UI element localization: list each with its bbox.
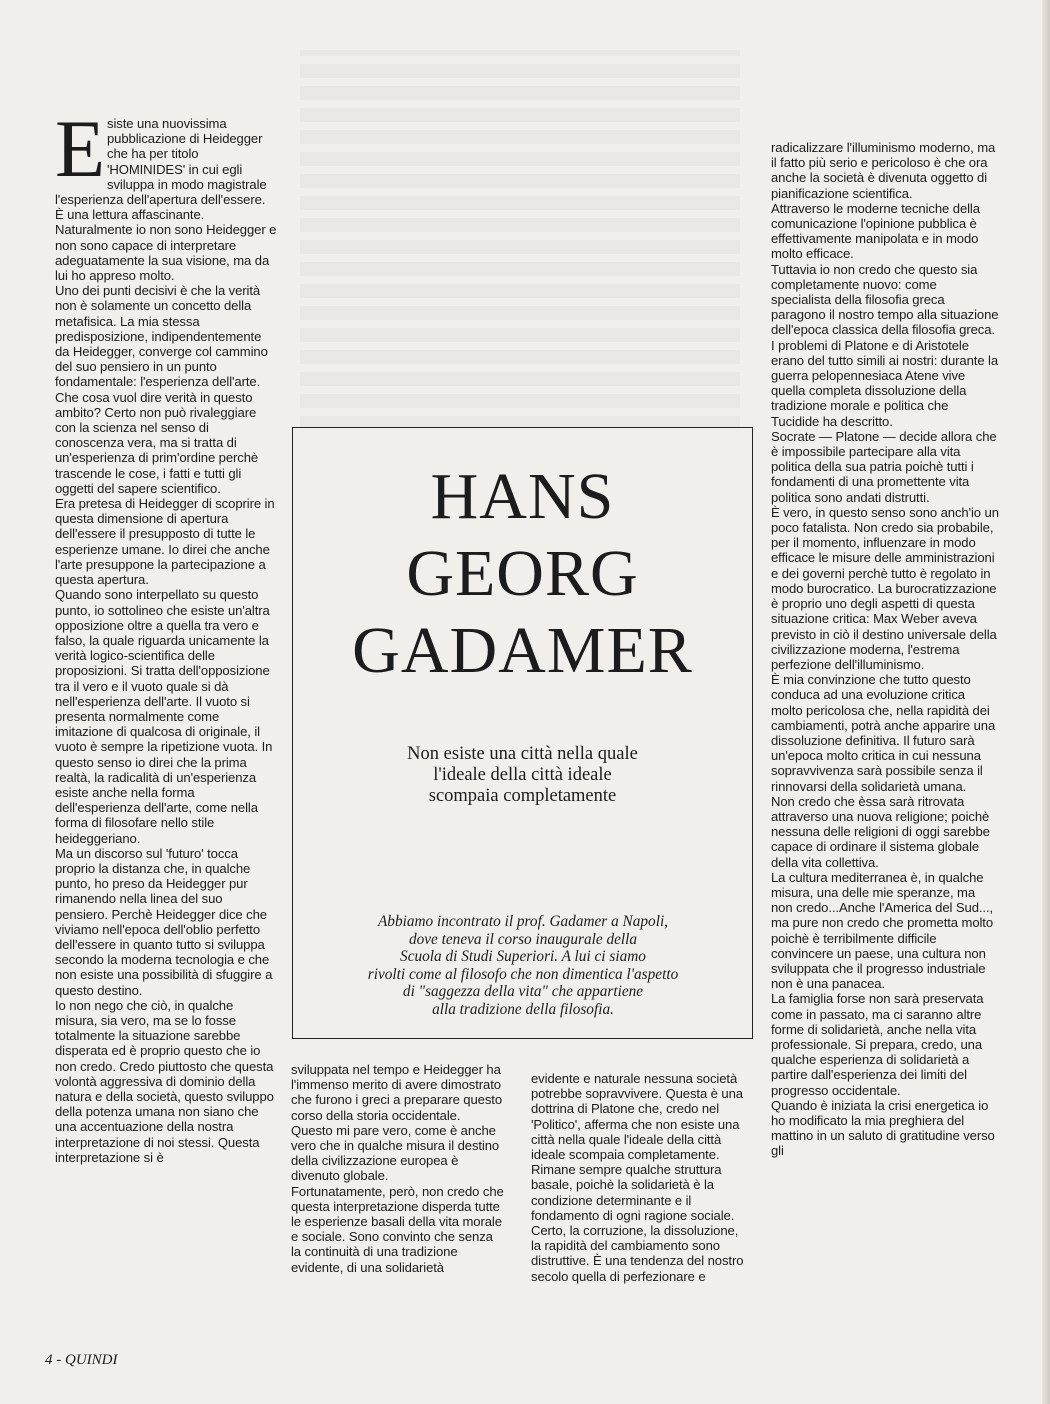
article-intro — [315, 913, 731, 1018]
intro-line: di "saggezza della vita" che appartiene — [402, 983, 644, 1000]
subtitle-line: scompaia completamente — [428, 786, 617, 806]
title-line: GADAMER — [352, 614, 693, 687]
paragraph: Attraverso le moderne tecniche della comunicazione l'opinione pubblica è effettivamente manipolata e in modo molto efficace. — [771, 200, 980, 262]
paragraph: Questo mi pare vero, come è anche vero che in qualche misura il destino della civilizzazione europea è divenuto globale. — [291, 1122, 500, 1184]
paragraph: evidente e naturale nessuna società potrebbe sopravvivere. Questa è una dottrina di Platone che, credo nel 'Politico', afferma che non esiste una città nella quale l'ideale della città ideale scompaia completamente. — [531, 1071, 743, 1163]
subtitle-line: Non esiste una città nella quale — [407, 744, 638, 764]
article-column-3 — [531, 1071, 749, 1284]
paragraph: La famiglia forse non sarà preservata come in passato, ma ci saranno altre forme di solidarietà, anche nella vita professionale. Si prepara, credo, una qualche esperienza di solidarietà a partire dall'esperienza dei limiti del progresso occidentale. — [771, 991, 984, 1098]
intro-line: alla tradizione della filosofia. — [432, 1000, 614, 1018]
intro-line: Abbiamo incontrato il prof. Gadamer a Napoli, — [377, 913, 669, 930]
title-box — [292, 427, 753, 1039]
paragraph: Quando sono interpellato su questo punto, io sottolineo che esiste un'altra opposizione oltre a quella tra vero e falso, la quale riguarda unicamente la verità logico-scientifica delle proposizioni. Si tratta dell'opposizione tra il vero e il vuoto quale si dà nell'esperienza dell'arte. Il vuoto si presenta normalmente come imitazione di qualcosa di originale, il vuoto è sempre la ripetizione vuota. In questo senso io direi che la prima realtà, la radicalità di un'esperienza esiste anche nella forma dell'esperienza dell'arte, come nella forma di filosofare nello stile heideggeriano. — [55, 587, 273, 846]
paragraph: Rimane sempre qualche struttura basale, poichè la solidarietà è la condizione determinante e il fondamento di ogni ragione sociale. — [531, 1162, 735, 1223]
subtitle-line: l'ideale della città ideale — [433, 765, 612, 785]
paragraph: siste una nuovissima pubblicazione di Heidegger che ha per titolo 'HOMINIDES' in cui egli sviluppa in modo magistrale l'esperienza dell'apertura dell'essere. È una lettura affascinante. — [55, 116, 267, 223]
article-subtitle — [293, 744, 752, 807]
intro-line: rivolti come al filosofo che non dimentica l'aspetto — [367, 965, 679, 983]
paragraph: Fortunatamente, però, non credo che questa interpretazione disperda tutte le esperienze basali della vita morale e sociale. Sono convinto che senza la continuità di una tradizione evidente, di una solidarietà — [291, 1183, 504, 1275]
paragraph: È vero, in questo senso sono anch'io un poco fatalista. Non credo sia probabile, per il momento, influenzare in modo efficace le misure delle amministrazioni e dei governi perchè tutto è regolato in modo burocratico. La burocratizzazione è proprio uno degli aspetti di questa situazione critica: Max Weber aveva previsto in ciò il destino universale della civilizzazione moderna, l'estrema perfezione dell'illuminismo. — [771, 504, 999, 672]
paragraph: Non credo che èssa sarà ritrovata attraverso una nuova religione; poichè nessuna delle religioni di oggi sarebbe capace di ordinare il sistema globale della vita collettiva. — [771, 793, 990, 870]
paragraph: Ma un discorso sul 'futuro' tocca proprio la distanza che, in qualche punto, ho preso da Heidegger pur rimanendo nella linea del suo pensiero. Perchè Heidegger dice che viviamo nell'epoca dell'oblio perfetto dell'essere in quanto tutto si sviluppa secondo la moderna tecnologia e che non esiste una possibilità di sfuggire a questo destino. — [55, 845, 273, 998]
page-footer: 4 - QUINDI — [45, 1352, 118, 1368]
paragraph: Naturalmente io non sono Heidegger e non sono capace di interpretare adeguatamente la sua visione, ma da lui ho appreso molto. — [55, 222, 277, 284]
paragraph: Socrate — Platone — decide allora che è impossibile partecipare alla vita politica della sua patria poichè tutti i fondamenti di una promettente vita politica sono andati distrutti. — [771, 428, 997, 505]
paragraph: radicalizzare l'illuminismo moderno, ma il fatto più serio e pericoloso è che ora anche la società è divenuta oggetto di pianificazione scientifica. — [771, 140, 996, 201]
paragraph: Io non nego che ciò, in qualche misura, sia vero, ma se lo fosse totalmente la situazione sarebbe disperata ed è proprio questo che io non credo. Credo piuttosto che questa volontà aggressiva di dominio della natura e della società, questo sviluppo della potenza umana non siano che una accentuazione della nostra interpretazione di noi stessi. Questa interpretazione si è — [55, 997, 274, 1165]
intro-line: dove teneva il corso inaugurale della — [408, 930, 638, 948]
paragraph: La cultura mediterranea è, in qualche misura, una delle mie speranze, ma non credo...Anche l'America del Sud..., ma pure non credo che prometta molto poichè è terribilmente difficile convincere un paese, una cultura non sviluppata che il progresso industriale non è una panacea. — [771, 869, 994, 992]
drop-cap: E — [55, 103, 105, 194]
page-spine-shadow — [1042, 0, 1050, 1404]
title-line: HANS — [430, 460, 615, 533]
article-column-1 — [55, 103, 277, 1165]
paragraph: Uno dei punti decisivi è che la verità non è solamente un concetto della metafisica. La mia stessa predisposizione, indipendentemente da Heidegger, converge col cammino del suo pensiero in un punto fondamentale: l'esperienza dell'arte. — [55, 283, 268, 390]
article-column-4 — [771, 140, 999, 1159]
paragraph: Tuttavia io non credo che questo sia completamente nuovo: come specialista della filosofia greca paragono il nostro tempo alla situazione dell'epoca classica della filosofia greca. I problemi di Platone e di Aristotele erano del tutto simili ai nostri: durante la guerra pelopennesiaca Atene vive quella completa dissoluzione della tradizione morale e politica che Tucidide ha descritto. — [771, 261, 999, 429]
paragraph: Quando è iniziata la crisi energetica io ho modificato la mia preghiera del mattino in un saluto di gratitudine verso gli — [771, 1097, 995, 1159]
title-line: GEORG — [406, 537, 639, 610]
paragraph: È mia convinzione che tutto questo conduca ad una evoluzione critica molto pericolosa che, nella rapidità dei cambiamenti, potrà anche apparire una dissoluzione definitiva. Il futuro sarà un'epoca molto critica in cui nessuna sopravvivenza sarà possibile senza il rinnovarsi della solidarietà umana. — [771, 672, 996, 794]
bleed-through-text — [300, 50, 740, 430]
article-title — [293, 458, 752, 689]
article-column-2 — [291, 1062, 506, 1275]
intro-line: Scuola di Studi Superiori. A lui ci siamo — [400, 948, 646, 965]
paragraph: Certo, la corruzione, la dissoluzione, la rapidità del cambiamento sono distruttive. È una tendenza del nostro secolo quella di perfezionare e — [531, 1223, 744, 1284]
paragraph: Era pretesa di Heidegger di scoprire in questa dimensione di apertura dell'essere il presupposto di tutte le esperienze umane. Io direi che anche l'arte presuppone la partecipazione a questa apertura. — [55, 496, 275, 588]
paragraph: sviluppata nel tempo e Heidegger ha l'immenso merito di avere dimostrato che furono i greci a preparare questo corso della storia occidentale. — [291, 1062, 503, 1123]
paragraph: Che cosa vuol dire verità in questo ambito? Certo non può rivaleggiare con la scienza nel senso di conoscenza vera, ma si tratta di un'esperienza di prim'ordine perchè trascende le cose, i fatti e tutti gli oggetti del sapere scientifico. — [55, 389, 259, 496]
